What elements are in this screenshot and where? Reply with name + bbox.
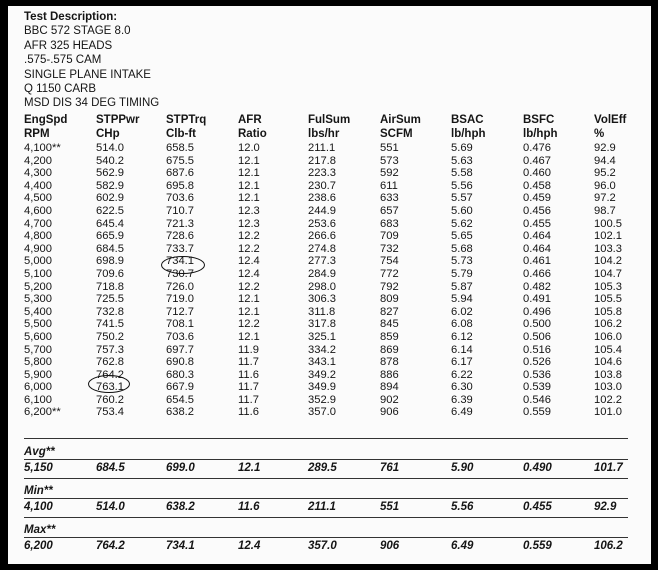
table-cell: 5.65 bbox=[451, 230, 473, 243]
column-header-unit: lb/hph bbox=[523, 127, 558, 140]
table-cell: 750.2 bbox=[96, 330, 124, 343]
table-cell: 638.2 bbox=[166, 406, 194, 419]
table-cell: 105.8 bbox=[594, 305, 622, 318]
table-cell: 103.3 bbox=[594, 242, 622, 255]
table-cell: 217.8 bbox=[308, 154, 336, 167]
table-cell: 5.58 bbox=[451, 167, 473, 180]
table-cell: 5,200 bbox=[24, 280, 52, 293]
summary-value: 5,150 bbox=[24, 462, 53, 474]
description-line: MSD DIS 34 DEG TIMING bbox=[24, 97, 160, 110]
table-cell: 695.8 bbox=[166, 179, 194, 192]
table-cell: 12.1 bbox=[238, 179, 260, 192]
table-cell: 697.7 bbox=[166, 343, 194, 356]
table-cell: 4,200 bbox=[24, 154, 52, 167]
table-cell: 0.459 bbox=[523, 192, 551, 205]
table-row bbox=[24, 318, 634, 331]
table-cell: 6.49 bbox=[451, 406, 473, 419]
table-cell: 680.3 bbox=[166, 368, 194, 381]
table-cell: 886 bbox=[380, 368, 399, 381]
table-cell: 11.6 bbox=[238, 406, 259, 419]
table-cell: 0.467 bbox=[523, 154, 551, 167]
summary-value: 5.56 bbox=[451, 501, 474, 513]
table-cell: 244.9 bbox=[308, 204, 336, 217]
table-cell: 100.5 bbox=[594, 217, 622, 230]
table-cell: 5.60 bbox=[451, 204, 473, 217]
summary-value: 684.5 bbox=[96, 462, 125, 474]
table-cell: 0.491 bbox=[523, 293, 551, 306]
table-cell: 0.500 bbox=[523, 318, 551, 331]
column-header bbox=[24, 114, 67, 141]
table-cell: 5,300 bbox=[24, 293, 52, 306]
divider bbox=[24, 537, 628, 538]
table-cell: 5,500 bbox=[24, 318, 52, 331]
table-cell: 105.3 bbox=[594, 280, 622, 293]
table-cell: 645.4 bbox=[96, 217, 124, 230]
table-cell: 726.0 bbox=[166, 280, 194, 293]
table-cell: 12.3 bbox=[238, 217, 260, 230]
table-row bbox=[24, 230, 634, 243]
table-row bbox=[24, 394, 634, 407]
table-cell: 0.476 bbox=[523, 142, 551, 154]
table-cell: 274.8 bbox=[308, 242, 336, 255]
column-header bbox=[451, 114, 486, 141]
table-cell: 6.39 bbox=[451, 393, 473, 406]
table-cell: 562.9 bbox=[96, 167, 124, 180]
table-row bbox=[24, 344, 634, 357]
column-header-top: FulSum bbox=[308, 114, 351, 126]
table-cell: 0.516 bbox=[523, 343, 551, 356]
table-cell: 703.6 bbox=[166, 330, 194, 343]
table-cell: 827 bbox=[380, 305, 399, 318]
divider bbox=[24, 517, 628, 518]
table-cell: 622.5 bbox=[96, 204, 124, 217]
table-cell: 97.2 bbox=[594, 192, 616, 205]
table-cell: 5.68 bbox=[451, 242, 473, 255]
table-cell: 0.546 bbox=[523, 393, 551, 406]
table-cell: 12.1 bbox=[238, 330, 260, 343]
table-cell: 0.466 bbox=[523, 267, 551, 280]
table-cell: 6.17 bbox=[451, 356, 473, 369]
description-line: SINGLE PLANE INTAKE bbox=[24, 68, 151, 81]
table-cell: 11.7 bbox=[238, 393, 259, 406]
table-cell: 105.4 bbox=[594, 343, 622, 356]
summary-value: 4,100 bbox=[24, 501, 53, 513]
column-header-top: STPTrq bbox=[166, 114, 207, 126]
column-header-unit: SCFM bbox=[380, 127, 413, 140]
table-cell: 0.482 bbox=[523, 280, 551, 293]
table-row bbox=[24, 155, 634, 168]
summary-label: Min** bbox=[24, 485, 53, 497]
table-cell: 906 bbox=[380, 406, 399, 419]
table-cell: 4,900 bbox=[24, 242, 52, 255]
summary-value: 106.2 bbox=[594, 540, 623, 552]
table-cell: 690.8 bbox=[166, 356, 194, 369]
table-cell: 12.0 bbox=[238, 142, 260, 154]
table-row bbox=[24, 281, 634, 294]
table-cell: 5.79 bbox=[451, 267, 473, 280]
table-cell: 0.461 bbox=[523, 255, 551, 268]
table-cell: 12.4 bbox=[238, 255, 260, 268]
table-cell: 106.0 bbox=[594, 330, 622, 343]
summary-value: 906 bbox=[380, 540, 400, 552]
summary-value: 6,200 bbox=[24, 540, 53, 552]
table-cell: 721.3 bbox=[166, 217, 194, 230]
table-cell: 11.7 bbox=[238, 381, 259, 394]
table-cell: 12.4 bbox=[238, 267, 260, 280]
column-header-unit: Clb-ft bbox=[166, 127, 197, 140]
table-cell: 760.2 bbox=[96, 393, 124, 406]
table-cell: 5.56 bbox=[451, 179, 473, 192]
table-cell: 101.0 bbox=[594, 406, 622, 419]
table-cell: 325.1 bbox=[308, 330, 336, 343]
table-cell: 102.1 bbox=[594, 230, 622, 243]
table-cell: 12.2 bbox=[238, 230, 260, 243]
table-cell: 6.14 bbox=[451, 343, 473, 356]
table-cell: 792 bbox=[380, 280, 399, 293]
table-cell: 611 bbox=[380, 179, 398, 192]
table-cell: 753.4 bbox=[96, 406, 124, 419]
table-cell: 712.7 bbox=[166, 305, 194, 318]
table-cell: 352.9 bbox=[308, 393, 336, 406]
table-cell: 551 bbox=[380, 142, 399, 154]
divider bbox=[24, 459, 628, 460]
description-line: Q 1150 CARB bbox=[24, 83, 97, 96]
summary-label: Avg** bbox=[24, 446, 55, 458]
table-row bbox=[24, 180, 634, 193]
table-cell: 12.1 bbox=[238, 154, 260, 167]
summary-value: 0.490 bbox=[523, 462, 552, 474]
table-cell: 762.8 bbox=[96, 356, 124, 369]
table-cell: 5.87 bbox=[451, 280, 473, 293]
table-row bbox=[24, 268, 634, 281]
description-line: .575-.575 CAM bbox=[24, 54, 102, 67]
column-header-top: EngSpd bbox=[24, 114, 68, 126]
column-header-top: AFR bbox=[238, 114, 262, 126]
table-row bbox=[24, 356, 634, 369]
table-cell: 5,900 bbox=[24, 368, 52, 381]
column-header bbox=[523, 114, 558, 141]
table-cell: 845 bbox=[380, 318, 399, 331]
table-cell: 105.5 bbox=[594, 293, 622, 306]
table-cell: 230.7 bbox=[308, 179, 336, 192]
summary-label: Max** bbox=[24, 524, 56, 536]
table-cell: 733.7 bbox=[166, 242, 194, 255]
table-cell: 734.1 bbox=[166, 255, 194, 268]
table-cell: 284.9 bbox=[308, 267, 336, 280]
table-cell: 5,700 bbox=[24, 343, 52, 356]
table-cell: 5.63 bbox=[451, 154, 473, 167]
test-description bbox=[24, 10, 159, 111]
table-cell: 5.62 bbox=[451, 217, 473, 230]
summary-value: 514.0 bbox=[96, 501, 125, 513]
table-cell: 5,000 bbox=[24, 255, 52, 268]
table-cell: 5,400 bbox=[24, 305, 52, 318]
table-cell: 104.7 bbox=[594, 267, 622, 280]
table-cell: 104.2 bbox=[594, 255, 622, 268]
column-header-unit: % bbox=[594, 127, 605, 140]
table-cell: 0.460 bbox=[523, 167, 551, 180]
table-cell: 732 bbox=[380, 242, 399, 255]
summary-value: 11.6 bbox=[238, 501, 260, 513]
table-row bbox=[24, 255, 634, 268]
summary-value: 12.4 bbox=[238, 540, 261, 552]
table-cell: 859 bbox=[380, 330, 399, 343]
table-cell: 0.458 bbox=[523, 179, 551, 192]
table-cell: 719.0 bbox=[166, 293, 194, 306]
table-cell: 902 bbox=[380, 393, 399, 406]
table-cell: 334.2 bbox=[308, 343, 336, 356]
table-cell: 6,000 bbox=[24, 381, 52, 394]
column-header bbox=[594, 114, 626, 141]
table-cell: 11.6 bbox=[238, 368, 259, 381]
table-cell: 12.1 bbox=[238, 192, 260, 205]
table-cell: 894 bbox=[380, 381, 399, 394]
table-cell: 540.2 bbox=[96, 154, 124, 167]
table-cell: 12.3 bbox=[238, 204, 260, 217]
table-cell: 869 bbox=[380, 343, 399, 356]
summary-value: 357.0 bbox=[308, 540, 337, 552]
description-line: AFR 325 HEADS bbox=[24, 39, 113, 52]
table-cell: 764.2 bbox=[96, 368, 124, 381]
table-cell: 741.5 bbox=[96, 318, 124, 331]
table-cell: 0.506 bbox=[523, 330, 551, 343]
table-row bbox=[24, 218, 634, 231]
table-cell: 4,500 bbox=[24, 192, 52, 205]
summary-value: 101.7 bbox=[594, 462, 623, 474]
table-cell: 349.9 bbox=[308, 381, 336, 394]
table-cell: 5.73 bbox=[451, 255, 473, 268]
table-cell: 582.9 bbox=[96, 179, 124, 192]
table-cell: 687.6 bbox=[166, 167, 194, 180]
table-row bbox=[24, 306, 634, 319]
table-cell: 633 bbox=[380, 192, 399, 205]
table-row bbox=[24, 205, 634, 218]
column-header bbox=[166, 114, 206, 141]
summary-value: 638.2 bbox=[166, 501, 195, 513]
table-row bbox=[24, 243, 634, 256]
summary-value: 764.2 bbox=[96, 540, 125, 552]
table-cell: 602.9 bbox=[96, 192, 124, 205]
table-cell: 4,400 bbox=[24, 179, 52, 192]
table-cell: 106.2 bbox=[594, 318, 622, 331]
column-header-top: BSFC bbox=[523, 114, 555, 126]
table-cell: 665.9 bbox=[96, 230, 124, 243]
table-cell: 654.5 bbox=[166, 393, 194, 406]
table-cell: 4,600 bbox=[24, 204, 52, 217]
divider bbox=[24, 498, 628, 499]
table-cell: 104.6 bbox=[594, 356, 622, 369]
table-cell: 6.08 bbox=[451, 318, 473, 331]
table-cell: 703.6 bbox=[166, 192, 194, 205]
table-cell: 266.6 bbox=[308, 230, 336, 243]
summary-value: 211.1 bbox=[308, 501, 336, 513]
column-header bbox=[308, 114, 350, 141]
table-cell: 238.6 bbox=[308, 192, 336, 205]
table-cell: 94.4 bbox=[594, 154, 616, 167]
table-cell: 11.9 bbox=[238, 343, 259, 356]
summary-value: 551 bbox=[380, 501, 400, 513]
table-cell: 298.0 bbox=[308, 280, 336, 293]
table-cell: 772 bbox=[380, 267, 399, 280]
table-cell: 6.12 bbox=[451, 330, 473, 343]
table-cell: 763.1 bbox=[96, 381, 124, 394]
table-cell: 6,100 bbox=[24, 393, 52, 406]
table-cell: 12.2 bbox=[238, 280, 260, 293]
table-cell: 718.8 bbox=[96, 280, 124, 293]
table-cell: 710.7 bbox=[166, 204, 194, 217]
table-cell: 592 bbox=[380, 167, 399, 180]
summary-value: 289.5 bbox=[308, 462, 337, 474]
table-cell: 6,200** bbox=[24, 406, 61, 419]
table-cell: 12.2 bbox=[238, 318, 260, 331]
table-cell: 92.9 bbox=[594, 142, 616, 154]
table-cell: 684.5 bbox=[96, 242, 124, 255]
table-cell: 809 bbox=[380, 293, 399, 306]
summary-value: 0.559 bbox=[523, 540, 552, 552]
table-cell: 730.7 bbox=[166, 267, 194, 280]
summary-value: 92.9 bbox=[594, 501, 617, 513]
table-cell: 6.22 bbox=[451, 368, 473, 381]
table-row bbox=[24, 142, 634, 155]
table-cell: 6.02 bbox=[451, 305, 473, 318]
table-cell: 683 bbox=[380, 217, 399, 230]
table-cell: 5.57 bbox=[451, 192, 473, 205]
table-cell: 0.464 bbox=[523, 230, 551, 243]
column-header bbox=[238, 114, 267, 141]
summary-value: 12.1 bbox=[238, 462, 261, 474]
summary-value: 5.90 bbox=[451, 462, 474, 474]
table-cell: 725.5 bbox=[96, 293, 124, 306]
table-cell: 0.464 bbox=[523, 242, 551, 255]
summary-value: 6.49 bbox=[451, 540, 474, 552]
divider bbox=[24, 478, 628, 479]
table-cell: 878 bbox=[380, 356, 399, 369]
summary-value: 699.0 bbox=[166, 462, 195, 474]
table-row bbox=[24, 406, 634, 419]
table-cell: 317.8 bbox=[308, 318, 336, 331]
table-cell: 223.3 bbox=[308, 167, 336, 180]
test-description-title: Test Description: bbox=[24, 11, 118, 23]
table-cell: 0.526 bbox=[523, 356, 551, 369]
table-cell: 0.539 bbox=[523, 381, 551, 394]
column-header-unit: lbs/hr bbox=[308, 127, 340, 140]
table-cell: 667.9 bbox=[166, 381, 194, 394]
table-cell: 5,800 bbox=[24, 356, 52, 369]
table-cell: 0.456 bbox=[523, 204, 551, 217]
table-cell: 102.2 bbox=[594, 393, 622, 406]
table-cell: 757.3 bbox=[96, 343, 124, 356]
table-cell: 96.0 bbox=[594, 179, 616, 192]
table-cell: 754 bbox=[380, 255, 399, 268]
table-cell: 103.8 bbox=[594, 368, 622, 381]
column-header-unit: Ratio bbox=[238, 127, 267, 140]
table-cell: 95.2 bbox=[594, 167, 616, 180]
table-cell: 514.0 bbox=[96, 142, 124, 154]
table-cell: 0.536 bbox=[523, 368, 551, 381]
table-cell: 253.6 bbox=[308, 217, 336, 230]
table-row bbox=[24, 293, 634, 306]
table-cell: 4,300 bbox=[24, 167, 52, 180]
table-cell: 211.1 bbox=[308, 142, 336, 154]
summary-value: 734.1 bbox=[166, 540, 195, 552]
table-cell: 12.1 bbox=[238, 167, 260, 180]
dyno-sheet bbox=[8, 6, 651, 564]
summary-value: 761 bbox=[380, 462, 400, 474]
table-cell: 732.8 bbox=[96, 305, 124, 318]
table-cell: 4,800 bbox=[24, 230, 52, 243]
column-header bbox=[380, 114, 421, 141]
table-cell: 6.30 bbox=[451, 381, 473, 394]
column-header-unit: lb/hph bbox=[451, 127, 486, 140]
table-cell: 4,700 bbox=[24, 217, 52, 230]
table-cell: 573 bbox=[380, 154, 399, 167]
divider bbox=[24, 438, 628, 439]
table-cell: 12.1 bbox=[238, 293, 260, 306]
table-cell: 658.5 bbox=[166, 142, 194, 154]
table-cell: 357.0 bbox=[308, 406, 336, 419]
table-cell: 12.1 bbox=[238, 305, 260, 318]
column-header-top: VolEff bbox=[594, 114, 627, 126]
table-cell: 698.9 bbox=[96, 255, 124, 268]
table-cell: 277.3 bbox=[308, 255, 336, 268]
table-cell: 5,100 bbox=[24, 267, 52, 280]
table-cell: 5.69 bbox=[451, 142, 473, 154]
column-header-unit: RPM bbox=[24, 127, 50, 140]
table-cell: 709 bbox=[380, 230, 399, 243]
table-row bbox=[24, 167, 634, 180]
summary-value: 0.455 bbox=[523, 501, 552, 513]
column-header-unit: CHp bbox=[96, 127, 120, 140]
table-cell: 311.8 bbox=[308, 305, 336, 318]
table-cell: 0.496 bbox=[523, 305, 551, 318]
table-cell: 708.1 bbox=[166, 318, 194, 331]
table-cell: 11.7 bbox=[238, 356, 259, 369]
table-row bbox=[24, 331, 634, 344]
table-row bbox=[24, 192, 634, 205]
table-cell: 657 bbox=[380, 204, 399, 217]
peak-torque-circle bbox=[161, 256, 205, 274]
table-cell: 98.7 bbox=[594, 204, 616, 217]
column-header-top: BSAC bbox=[451, 114, 484, 126]
peak-power-circle bbox=[88, 375, 130, 393]
description-line: BBC 572 STAGE 8.0 bbox=[24, 25, 131, 38]
table-cell: 728.6 bbox=[166, 230, 194, 243]
table-cell: 306.3 bbox=[308, 293, 336, 306]
table-cell: 103.0 bbox=[594, 381, 622, 394]
column-header-top: STPPwr bbox=[96, 114, 140, 126]
table-cell: 349.2 bbox=[308, 368, 336, 381]
table-cell: 12.2 bbox=[238, 242, 260, 255]
column-header-top: AirSum bbox=[380, 114, 421, 126]
table-cell: 4,100** bbox=[24, 142, 61, 154]
table-cell: 343.1 bbox=[308, 356, 336, 369]
table-cell: 0.455 bbox=[523, 217, 551, 230]
table-cell: 0.559 bbox=[523, 406, 551, 419]
table-cell: 675.5 bbox=[166, 154, 194, 167]
table-cell: 5,600 bbox=[24, 330, 52, 343]
table-cell: 5.94 bbox=[451, 293, 473, 306]
table-cell: 709.6 bbox=[96, 267, 124, 280]
column-header bbox=[96, 114, 139, 141]
